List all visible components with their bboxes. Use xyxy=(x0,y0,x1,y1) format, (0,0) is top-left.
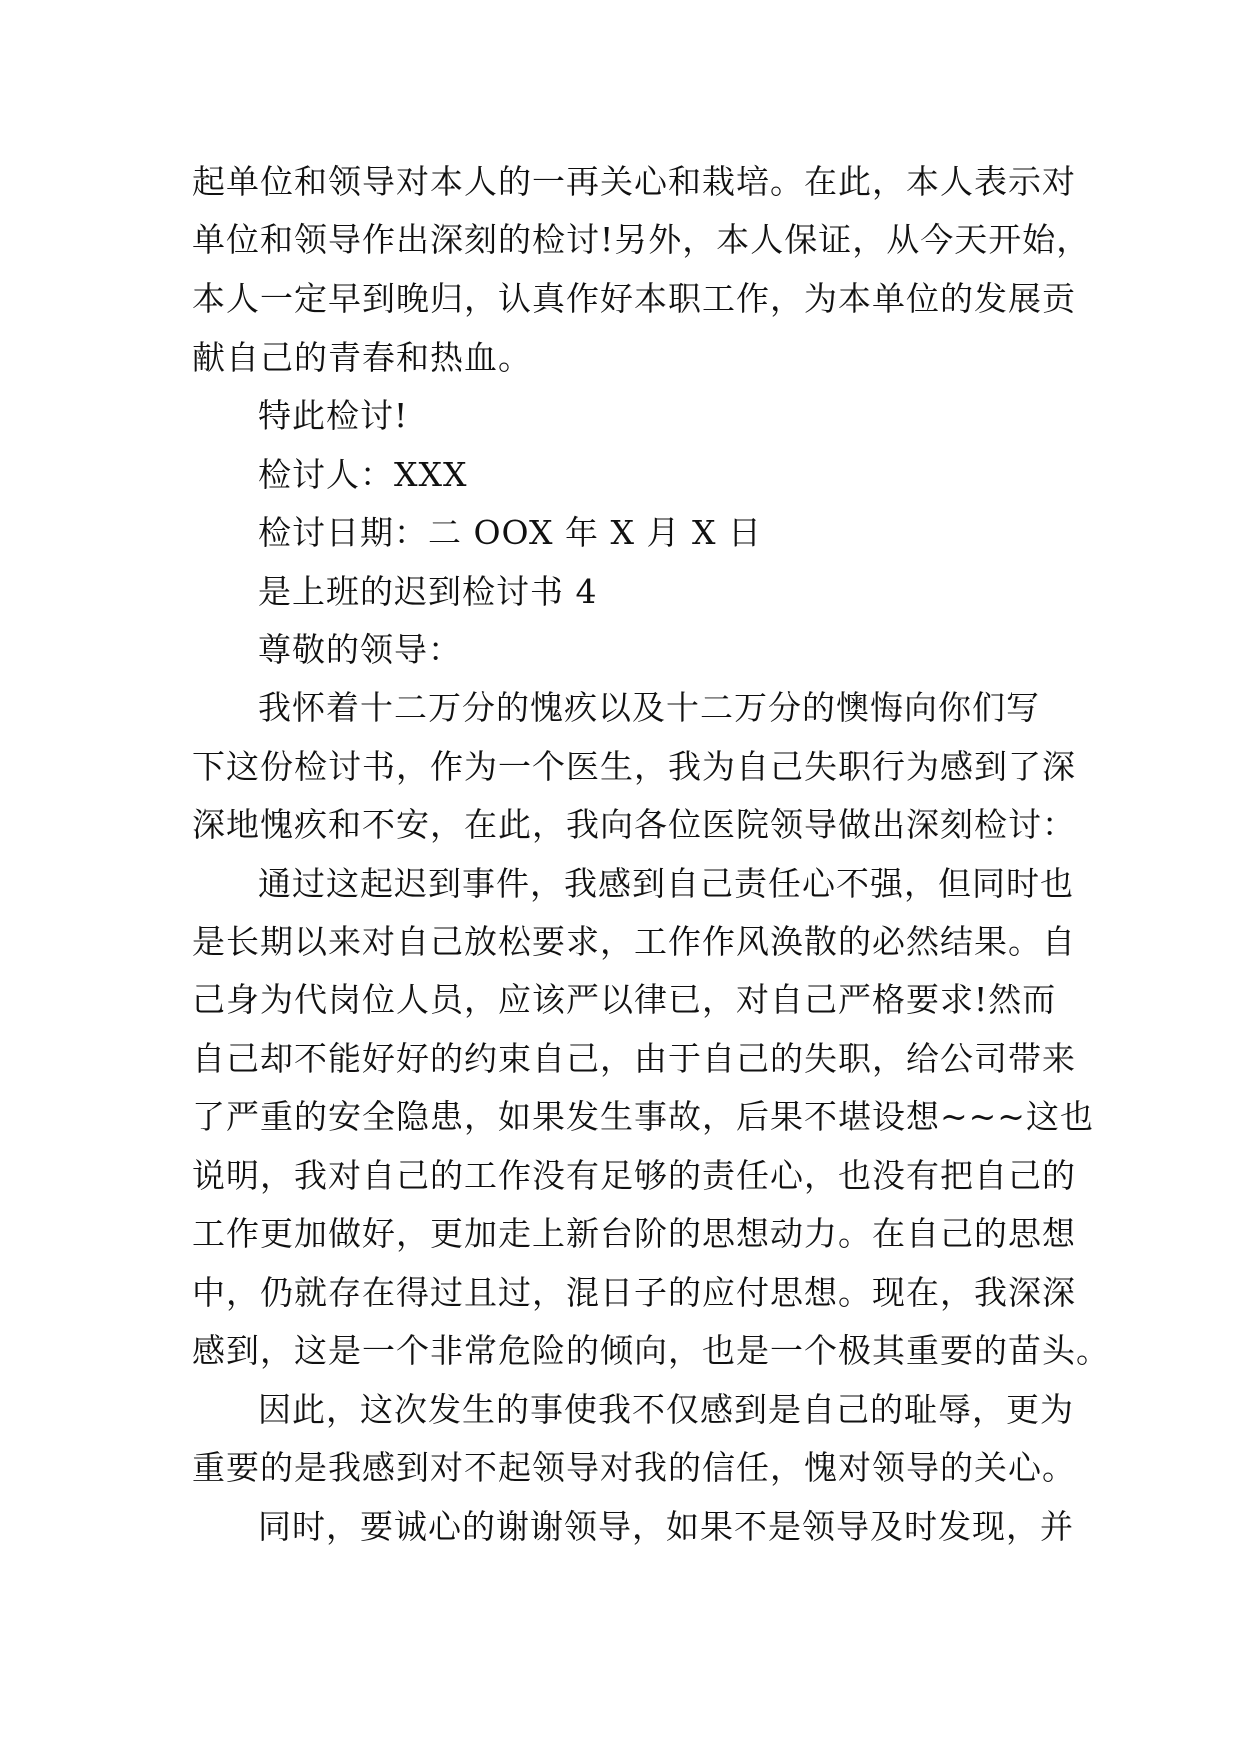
salutation: 尊敬的领导： xyxy=(258,630,462,669)
body-line: 说明，我对自己的工作没有足够的责任心，也没有把自己的 xyxy=(192,1156,1076,1195)
section-title: 是上班的迟到检讨书 4 xyxy=(258,572,598,611)
body-line: 工作更加做好，更加走上新台阶的思想动力。在自己的思想 xyxy=(192,1214,1076,1253)
body-line: 献自己的青春和热血。 xyxy=(192,338,532,377)
body-line: 感到，这是一个非常危险的倾向，也是一个极其重要的苗头。 xyxy=(192,1331,1110,1370)
body-line: 下这份检讨书，作为一个医生，我为自己失职行为感到了深 xyxy=(192,747,1076,786)
signature-line: 检讨人：XXX xyxy=(258,455,468,494)
body-line: 我怀着十二万分的愧疚以及十二万分的懊悔向你们写 xyxy=(258,688,1040,727)
body-line: 重要的是我感到对不起领导对我的信任，愧对领导的关心。 xyxy=(192,1448,1076,1487)
body-line: 起单位和领导对本人的一再关心和栽培。在此，本人表示对 xyxy=(192,162,1076,201)
date-line: 检讨日期：二 OOX 年 X 月 X 日 xyxy=(258,513,762,552)
body-line: 己身为代岗位人员，应该严以律已，对自己严格要求!然而 xyxy=(192,980,1057,1019)
body-line: 通过这起迟到事件，我感到自己责任心不强，但同时也 xyxy=(258,864,1074,903)
closing-line: 特此检讨! xyxy=(258,396,409,435)
body-line: 是长期以来对自己放松要求，工作作风涣散的必然结果。自 xyxy=(192,922,1076,961)
body-line: 同时，要诚心的谢谢领导，如果不是领导及时发现，并 xyxy=(258,1507,1074,1546)
body-line: 了严重的安全隐患，如果发生事故，后果不堪设想~~~这也 xyxy=(192,1097,1094,1136)
body-line: 因此，这次发生的事使我不仅感到是自己的耻辱，更为 xyxy=(258,1390,1074,1429)
body-line: 单位和领导作出深刻的检讨!另外，本人保证，从今天开始， xyxy=(192,220,1091,259)
body-line: 深地愧疚和不安，在此，我向各位医院领导做出深刻检讨： xyxy=(192,805,1076,844)
body-line: 自己却不能好好的约束自己，由于自己的失职，给公司带来 xyxy=(192,1039,1076,1078)
body-line: 本人一定早到晚归，认真作好本职工作，为本单位的发展贡 xyxy=(192,279,1076,318)
body-line: 中，仍就存在得过且过，混日子的应付思想。现在，我深深 xyxy=(192,1273,1076,1312)
